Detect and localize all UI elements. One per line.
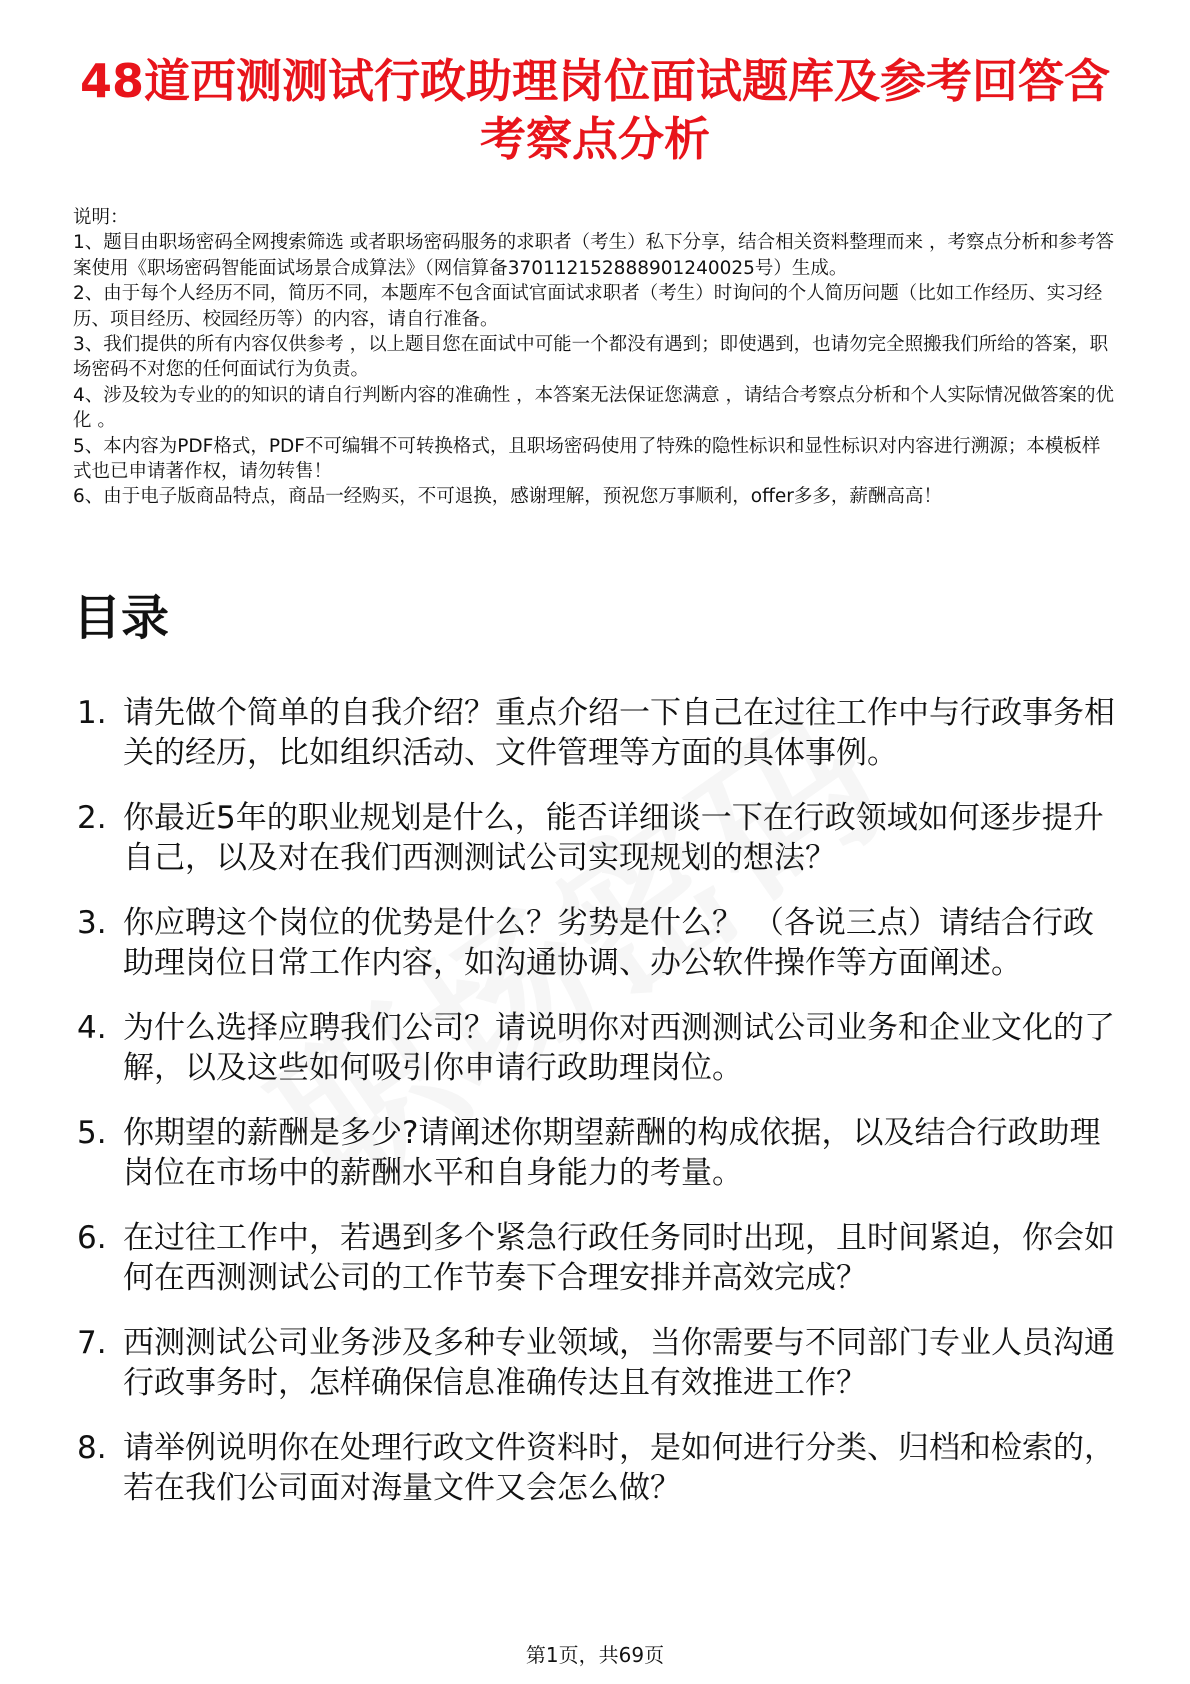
toc-item	[73, 1113, 1123, 1193]
toc-heading: 目录	[73, 590, 170, 646]
note-item: 5、本内容为PDF格式，PDF不可编辑不可转换格式，且职场密码使用了特殊的隐性标识和显性标识对内容进行溯源；本模板样式也已申请著作权，请勿转售！	[73, 435, 1101, 483]
toc-item-number: 2.	[77, 800, 107, 836]
notes-section	[73, 205, 1118, 510]
toc-item	[73, 798, 1123, 878]
document-title: 48道西测测试行政助理岗位面试题库及参考回答含考察点分析	[79, 54, 1110, 166]
toc-item-number: 1.	[77, 695, 107, 731]
toc-item	[73, 1428, 1123, 1508]
toc-item	[73, 1218, 1123, 1298]
toc-item-number: 4.	[77, 1010, 107, 1046]
toc-item-text: 你应聘这个岗位的优势是什么？劣势是什么？ （各说三点）请结合行政助理岗位日常工作内容，如沟通协调、办公软件操作等方面阐述。	[123, 905, 1094, 981]
toc-item-number: 3.	[77, 905, 107, 941]
toc-item-text: 你最近5年的职业规划是什么，能否详细谈一下在行政领域如何逐步提升自己，以及对在我们西测测试公司实现规划的想法？	[123, 800, 1104, 876]
toc-item-number: 5.	[77, 1115, 107, 1151]
toc-item-text: 请先做个简单的自我介绍？重点介绍一下自己在过往工作中与行政事务相关的经历，比如组织活动、文件管理等方面的具体事例。	[123, 695, 1115, 771]
toc-item-number: 7.	[77, 1325, 107, 1361]
note-item: 6、由于电子版商品特点，商品一经购买，不可退换，感谢理解，预祝您万事顺利，offer多多，薪酬高高！	[73, 486, 942, 508]
toc-item-number: 8.	[77, 1430, 107, 1466]
toc-item-number: 6.	[77, 1220, 107, 1256]
toc-item-text: 在过往工作中，若遇到多个紧急行政任务同时出现，且时间紧迫，你会如何在西测测试公司的工作节奏下合理安排并高效完成？	[123, 1220, 1115, 1296]
page-footer: 第1页，共69页	[525, 1643, 665, 1667]
toc-item	[73, 1323, 1123, 1403]
toc-list	[73, 693, 1123, 1533]
note-item: 4、涉及较为专业的的知识的请自行判断内容的准确性 ，本答案无法保证您满意 ，请结合考察点分析和个人实际情况做答案的优化 。	[73, 384, 1115, 432]
note-item: 1、题目由职场密码全网搜索筛选 或者职场密码服务的求职者（考生）私下分享，结合相关资料整理而来 ，考察点分析和参考答案使用《职场密码智能面试场景合成算法》（网信算备370112152888901240025号）生成。	[73, 232, 1115, 279]
note-item: 3、我们提供的所有内容仅供参考 ，以上题目您在面试中可能一个都没有遇到；即使遇到，也请勿完全照搬我们所给的答案，职场密码不对您的任何面试行为负责。	[73, 334, 1109, 381]
toc-item	[73, 1008, 1123, 1088]
toc-item	[73, 903, 1123, 983]
toc-item-text: 西测测试公司业务涉及多种专业领域，当你需要与不同部门专业人员沟通行政事务时，怎样确保信息准确传达且有效推进工作？	[123, 1325, 1115, 1401]
toc-item-text: 为什么选择应聘我们公司？请说明你对西测测试公司业务和企业文化的了解，以及这些如何吸引你申请行政助理岗位。	[123, 1010, 1115, 1086]
toc-item-text: 请举例说明你在处理行政文件资料时，是如何进行分类、归档和检索的，若在我们公司面对海量文件又会怎么做？	[123, 1430, 1115, 1506]
toc-item-text: 你期望的薪酬是多少?请阐述你期望薪酬的构成依据，以及结合行政助理岗位在市场中的薪酬水平和自身能力的考量。	[123, 1115, 1101, 1191]
notes-heading: 说明：	[73, 207, 129, 228]
note-item: 2、由于每个人经历不同，简历不同，本题库不包含面试官面试求职者（考生）时询问的个人简历问题（比如工作经历、实习经历、项目经历、校园经历等）的内容，请自行准备。	[73, 283, 1103, 330]
toc-item	[73, 693, 1123, 773]
